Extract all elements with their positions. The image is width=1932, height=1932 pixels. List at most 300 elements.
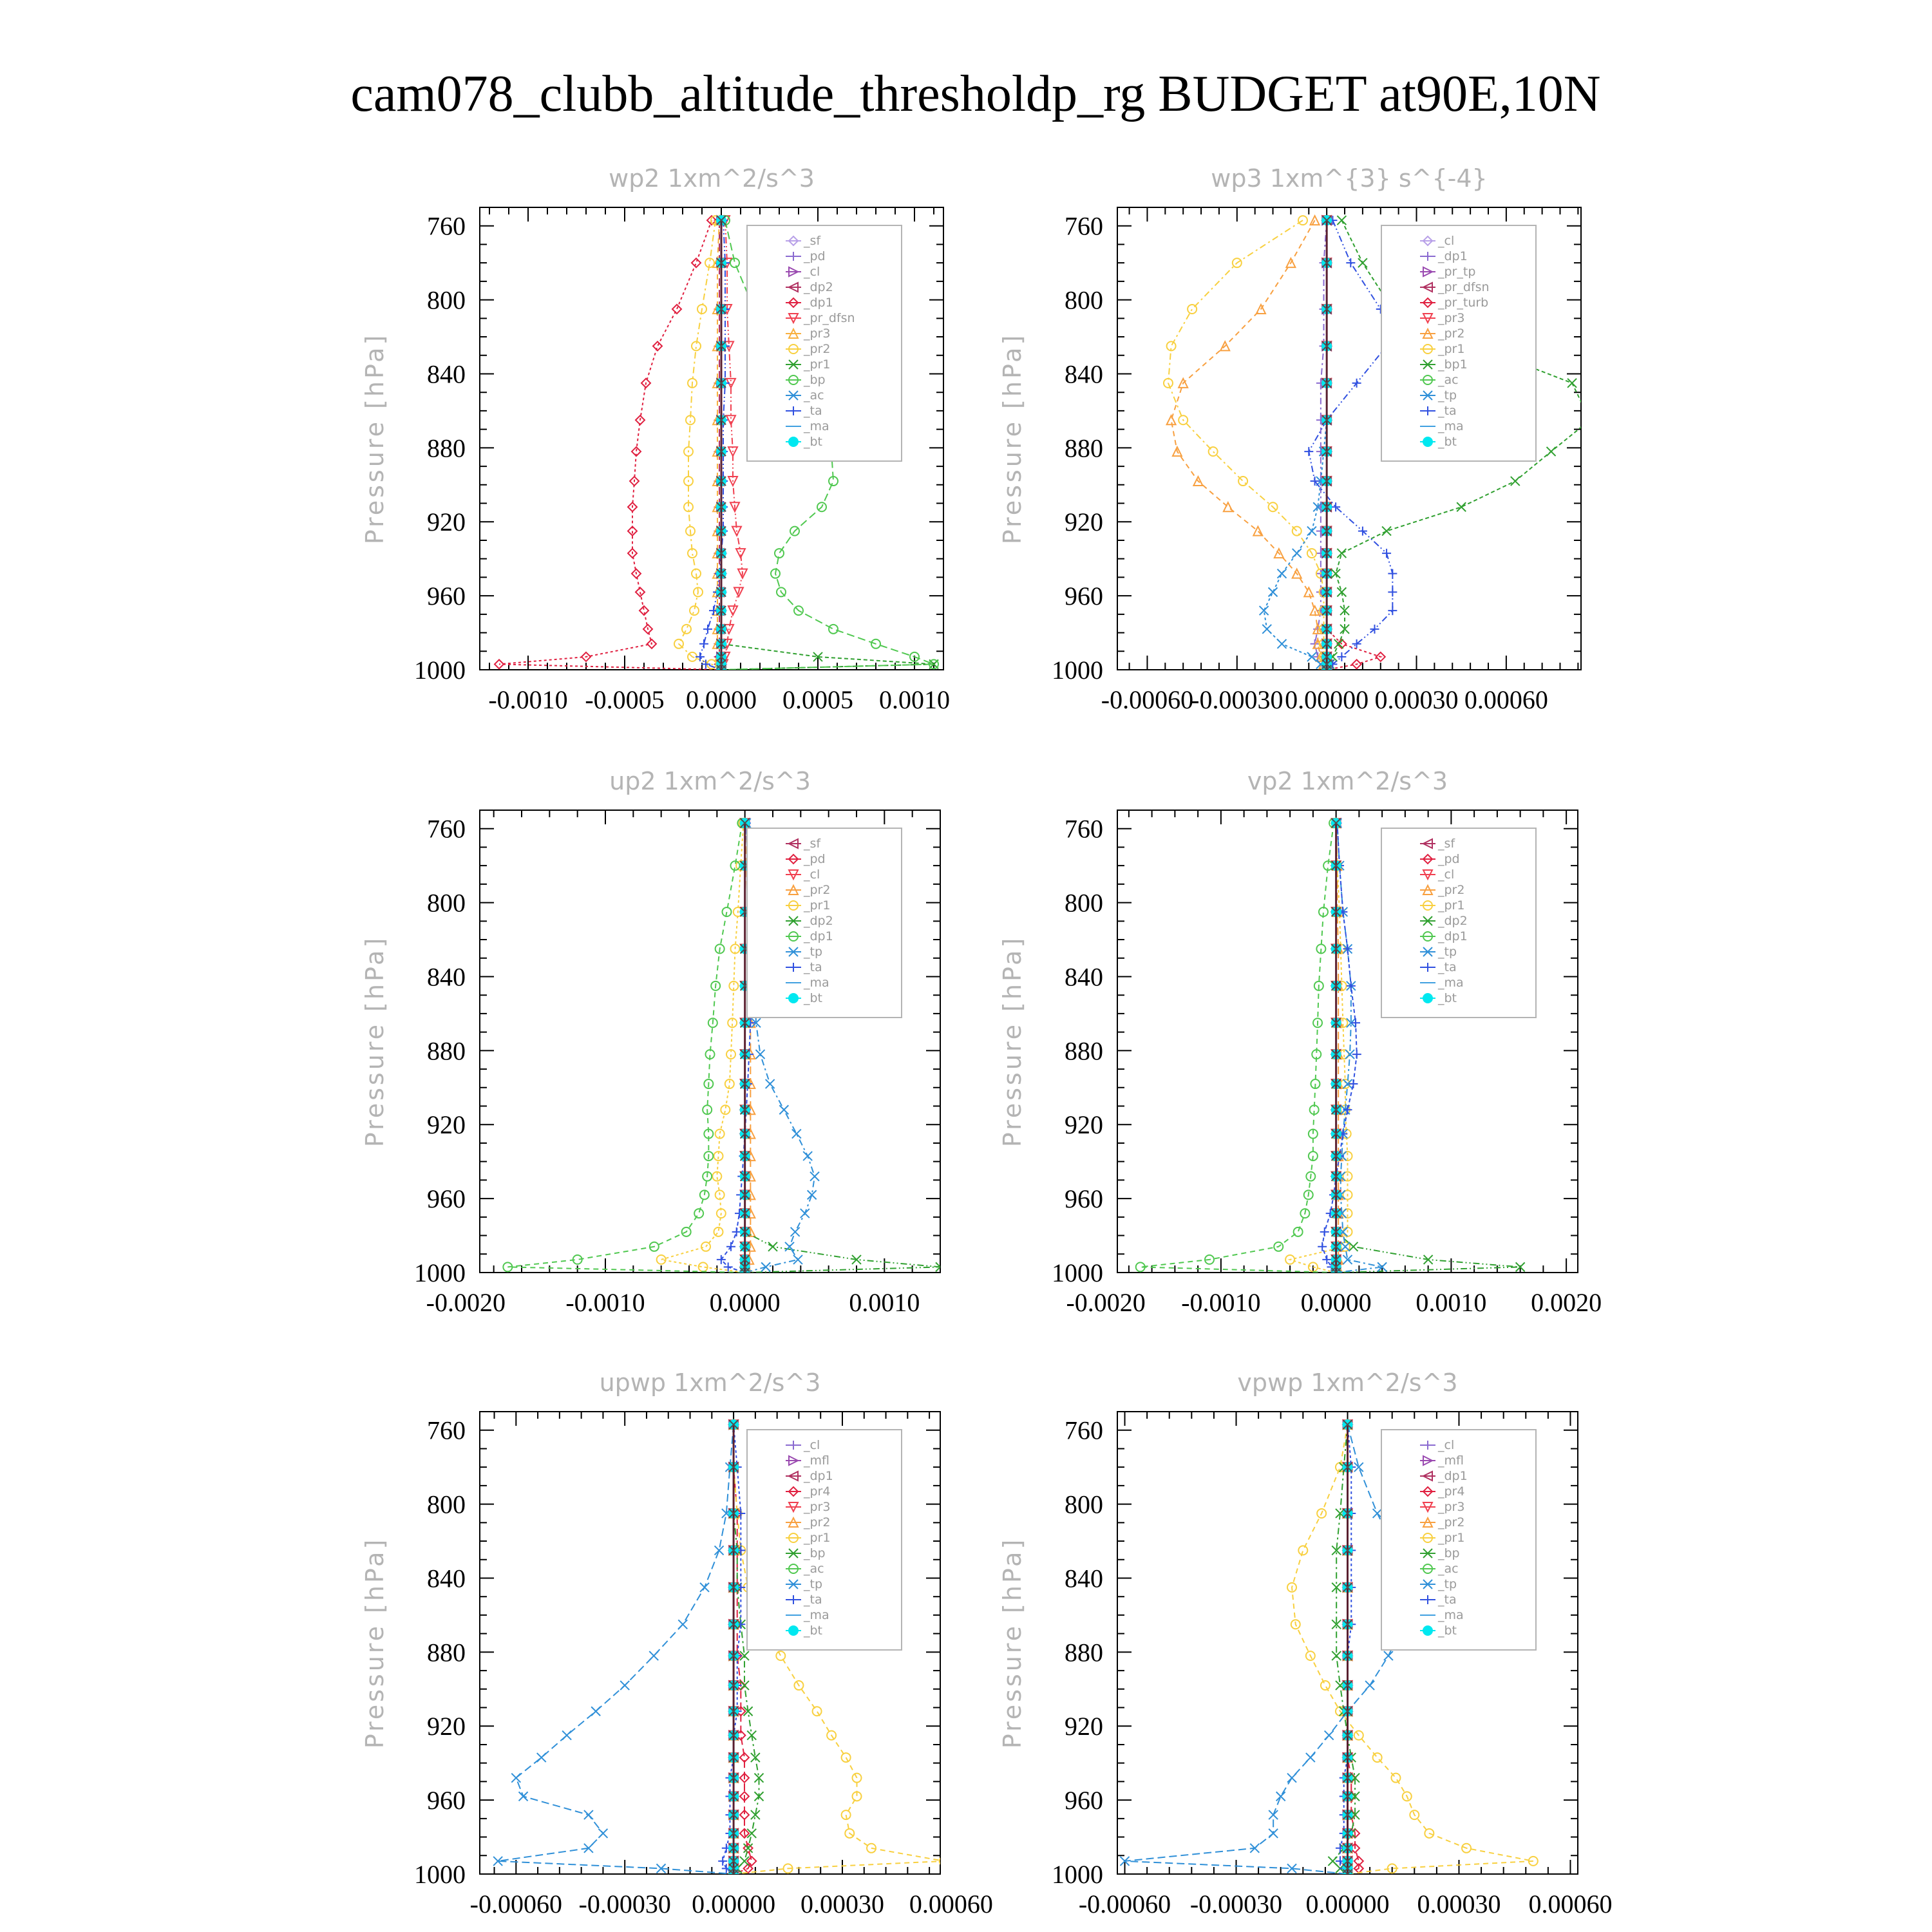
y-tick-label: 840 <box>1065 359 1103 389</box>
data-point <box>1318 1242 1327 1251</box>
legend-label: _ac <box>804 388 824 402</box>
panel-5 <box>361 1368 993 1918</box>
legend-label: _bp1 <box>1438 357 1468 372</box>
panel-4 <box>998 767 1602 1317</box>
data-point <box>726 1242 735 1251</box>
data-point <box>744 1844 753 1853</box>
legend-label: _pr_tp <box>1438 265 1476 279</box>
data-point <box>803 1151 812 1160</box>
legend-label: _dp2 <box>1438 914 1468 928</box>
x-tick-label: -0.00030 <box>1191 685 1283 714</box>
legend-label: _pr1 <box>804 357 831 372</box>
data-point <box>703 625 712 634</box>
data-point <box>1352 379 1361 388</box>
legend <box>747 225 902 461</box>
y-tick-label: 960 <box>427 1786 466 1815</box>
data-point <box>1388 606 1397 615</box>
seriesta <box>696 216 730 674</box>
legend-label: _pr2 <box>804 342 831 356</box>
seriespr1 <box>657 819 750 1277</box>
x-tick-label: -0.0020 <box>426 1288 506 1317</box>
legend-entry <box>1420 342 1464 356</box>
legend-label: _cl <box>804 265 820 279</box>
legend-label: _ma <box>1438 1608 1464 1622</box>
data-point <box>726 415 735 424</box>
y-tick-label: 800 <box>427 285 466 315</box>
y-tick-label: 760 <box>427 1416 466 1445</box>
y-tick-label: 840 <box>427 359 466 389</box>
legend-entry <box>786 929 833 943</box>
legend-label: _bt <box>804 991 823 1005</box>
data-point <box>732 1227 741 1236</box>
data-point <box>1365 1681 1374 1690</box>
x-tick-label: -0.0020 <box>1066 1288 1146 1317</box>
legend-label: _pr2 <box>804 1515 831 1530</box>
legend-label: _ma <box>1438 419 1464 433</box>
panel-3 <box>361 767 945 1317</box>
series-line <box>1141 823 1336 1273</box>
x-tick-label: 0.00060 <box>1528 1889 1613 1918</box>
x-tick-label: 0.00060 <box>1464 685 1548 714</box>
y-tick-label: 1000 <box>1052 656 1103 685</box>
legend-label: _pr1 <box>1438 1531 1465 1545</box>
legend-label: _sf <box>1438 837 1455 851</box>
legend-label: _tp <box>1438 1577 1457 1591</box>
legend-label: _ma <box>804 976 829 990</box>
legend-label: _dp1 <box>804 1469 833 1483</box>
figure-title: cam078_clubb_altitude_thresholdp_rg BUDGET at90E,10N <box>350 66 1601 122</box>
y-tick-label: 840 <box>1065 962 1103 992</box>
y-tick-label: 760 <box>427 211 466 241</box>
seriestp <box>493 1420 738 1879</box>
legend-label: _ta <box>1438 1593 1457 1607</box>
data-point <box>678 1620 687 1629</box>
legend-label: _cl <box>804 1438 820 1452</box>
legend-marker <box>1423 994 1432 1003</box>
panel-title: vp2 1xm^2/s^3 <box>1247 767 1448 795</box>
data-point <box>1262 625 1271 634</box>
legend-marker <box>789 1626 798 1635</box>
data-point <box>1306 1753 1315 1762</box>
data-point <box>682 625 691 634</box>
legend-label: _bt <box>1438 435 1457 449</box>
data-point <box>1304 447 1313 456</box>
series-line <box>721 220 743 670</box>
data-point <box>793 1255 802 1264</box>
legend-label: _pd <box>1438 852 1460 866</box>
x-tick-label: 0.0000 <box>1300 1288 1372 1317</box>
data-point <box>649 1651 658 1660</box>
series-line <box>1125 1425 1415 1874</box>
data-point <box>1358 258 1367 267</box>
panel-title: upwp 1xm^2/s^3 <box>599 1368 821 1397</box>
y-axis-label: Pressure [hPa] <box>998 332 1027 545</box>
legend <box>747 1430 902 1650</box>
legend-label: _ma <box>1438 976 1464 990</box>
series-line <box>498 1425 734 1874</box>
y-tick-label: 1000 <box>1052 1860 1103 1889</box>
legend-label: _pr3 <box>804 327 831 341</box>
legend <box>1381 225 1536 461</box>
y-tick-label: 760 <box>1065 1416 1103 1445</box>
series-line <box>507 823 744 1273</box>
seriespr1 <box>1164 216 1331 674</box>
data-point <box>1293 527 1302 536</box>
y-axis-label: Pressure [hPa] <box>998 935 1027 1148</box>
legend-label: _pr1 <box>1438 898 1465 913</box>
legend-label: _ta <box>804 960 822 974</box>
y-tick-label: 1000 <box>1052 1258 1103 1287</box>
y-tick-label: 880 <box>427 1638 466 1667</box>
y-tick-label: 880 <box>1065 1638 1103 1667</box>
legend-entry <box>1420 929 1468 943</box>
y-tick-label: 920 <box>427 507 466 537</box>
data-point <box>1346 258 1355 267</box>
data-point <box>1269 1810 1278 1819</box>
data-point <box>672 305 681 314</box>
data-point <box>1586 415 1595 424</box>
legend-label: _bp <box>804 1546 826 1560</box>
series-line <box>723 1425 741 1874</box>
legend-label: _bt <box>1438 991 1457 1005</box>
panel-2 <box>998 164 1595 714</box>
legend-label: _dp1 <box>1438 929 1468 943</box>
series-line <box>1340 1425 1351 1874</box>
legend-entry <box>1420 898 1464 913</box>
legend-label: _tp <box>1438 945 1457 959</box>
series-line <box>661 823 745 1273</box>
data-point <box>620 1681 629 1690</box>
legend-label: _pr2 <box>1438 1515 1465 1530</box>
data-point <box>1547 447 1556 456</box>
data-point <box>715 1546 724 1555</box>
panel-title: vpwp 1xm^2/s^3 <box>1237 1368 1458 1397</box>
series-line <box>499 220 721 670</box>
x-tick-label: -0.0010 <box>565 1288 645 1317</box>
panel-title: wp3 1xm^{3} s^{-4} <box>1211 164 1488 193</box>
data-point <box>1382 527 1391 536</box>
data-point <box>768 1242 777 1251</box>
data-point <box>692 258 701 267</box>
x-tick-label: 0.00000 <box>1305 1889 1390 1918</box>
legend-label: _cl <box>1438 867 1455 882</box>
x-tick-label: 0.00000 <box>1285 685 1369 714</box>
data-point <box>730 258 739 267</box>
legend-label: _ta <box>1438 404 1457 418</box>
legend-label: _dp1 <box>1438 249 1468 263</box>
series-line <box>1168 220 1327 670</box>
x-tick-label: 0.00030 <box>800 1889 884 1918</box>
legend-label: _cl <box>804 867 820 882</box>
legend-label: _pr4 <box>804 1484 831 1499</box>
legend-label: _ac <box>1438 1562 1459 1576</box>
data-point <box>653 341 662 350</box>
legend-marker <box>1423 1626 1432 1635</box>
data-point <box>1238 477 1247 486</box>
x-tick-label: -0.00030 <box>1189 1889 1283 1918</box>
data-point <box>1457 502 1466 511</box>
legend-label: _mfl <box>1438 1454 1464 1468</box>
data-point <box>1388 587 1397 596</box>
data-point <box>1269 587 1278 596</box>
y-tick-label: 1000 <box>414 1860 466 1889</box>
data-point <box>598 1829 607 1838</box>
data-point <box>1293 549 1302 558</box>
y-axis-label: Pressure [hPa] <box>361 332 389 545</box>
legend-label: _dp1 <box>804 929 833 943</box>
x-tick-label: 0.0010 <box>879 685 950 714</box>
legend-label: _pr1 <box>804 1531 831 1545</box>
panel-6 <box>998 1368 1612 1918</box>
legend-label: _bt <box>804 1624 823 1638</box>
legend-label: _pr2 <box>1438 327 1465 341</box>
data-point <box>1391 1774 1400 1783</box>
y-tick-label: 880 <box>427 1036 466 1066</box>
data-point <box>756 1050 765 1059</box>
data-point <box>791 1227 800 1236</box>
data-point <box>1337 549 1346 558</box>
data-point <box>776 1651 785 1660</box>
y-tick-label: 800 <box>1065 1490 1103 1519</box>
legend-label: _sf <box>804 837 821 851</box>
data-point <box>1351 1018 1360 1027</box>
series-line <box>1315 220 1327 670</box>
data-point <box>1388 569 1397 578</box>
y-axis-label: Pressure [hPa] <box>361 1537 389 1749</box>
seriespr2 <box>1167 216 1332 674</box>
x-tick-label: -0.00060 <box>1101 685 1194 714</box>
legend-entry <box>786 342 830 356</box>
legend-label: _pr_turb <box>1438 296 1489 310</box>
data-point <box>537 1753 546 1762</box>
data-point <box>1298 1546 1307 1555</box>
legend-label: _pd <box>804 249 826 263</box>
legend-label: _pr_dfsn <box>1438 280 1490 294</box>
legend-label: _pr3 <box>1438 1500 1465 1514</box>
x-tick-label: -0.0010 <box>1181 1288 1261 1317</box>
legend-label: _bt <box>1438 1624 1457 1638</box>
y-tick-label: 800 <box>427 1490 466 1519</box>
data-point <box>810 1172 819 1181</box>
series-line <box>1336 823 1383 1273</box>
x-tick-label: 0.0005 <box>782 685 853 714</box>
legend-label: _pd <box>804 852 826 866</box>
data-point <box>700 1583 709 1592</box>
legend-label: _pr1 <box>1438 342 1465 356</box>
data-point <box>699 639 708 649</box>
legend-label: _bp <box>1438 1546 1460 1560</box>
data-point <box>690 606 699 615</box>
x-tick-label: 0.00030 <box>1374 685 1459 714</box>
legend-marker <box>1423 437 1432 446</box>
x-tick-label: 0.0000 <box>686 685 757 714</box>
data-point <box>829 625 838 634</box>
data-point <box>1321 1681 1330 1690</box>
data-point <box>511 1774 520 1783</box>
legend-label: _ta <box>804 1593 822 1607</box>
data-point <box>800 1209 810 1218</box>
data-point <box>1188 305 1197 314</box>
legend-label: _dp1 <box>1438 1469 1468 1483</box>
x-tick-label: -0.00030 <box>578 1889 671 1918</box>
seriesdp1 <box>503 819 749 1277</box>
x-tick-label: -0.00060 <box>469 1889 562 1918</box>
data-point <box>1209 447 1218 456</box>
legend-label: _pr3 <box>804 1500 831 1514</box>
x-tick-label: 0.0010 <box>1416 1288 1487 1317</box>
legend-entry <box>786 898 830 913</box>
y-tick-label: 760 <box>427 814 466 844</box>
data-point <box>1373 1753 1382 1762</box>
legend-label: _pr2 <box>804 883 831 897</box>
series-line <box>1327 220 1381 670</box>
panels <box>361 164 1612 1918</box>
data-point <box>639 606 649 615</box>
data-point <box>1277 639 1286 649</box>
legend-label: _cl <box>1438 234 1455 248</box>
data-point <box>696 652 705 661</box>
x-tick-label: -0.0005 <box>585 685 665 714</box>
data-point <box>1322 1255 1331 1264</box>
data-point <box>766 1079 775 1088</box>
seriesdp1 <box>495 216 726 674</box>
x-tick-label: 0.00000 <box>692 1889 776 1918</box>
data-point <box>1567 379 1577 388</box>
legend-label: _ac <box>804 1562 824 1576</box>
panel-title: up2 1xm^2/s^3 <box>609 767 811 795</box>
legend-label: _dp2 <box>804 280 833 294</box>
series-line <box>1348 1425 1359 1874</box>
legend-marker <box>789 437 798 446</box>
legend-label: _tp <box>804 1577 823 1591</box>
legend-label: _dp2 <box>804 914 833 928</box>
x-tick-label: 0.0010 <box>849 1288 920 1317</box>
x-tick-label: -0.0010 <box>488 685 568 714</box>
y-tick-label: 840 <box>427 962 466 992</box>
data-point <box>694 1209 703 1218</box>
legend-marker <box>789 994 798 1003</box>
x-tick-label: 0.0000 <box>709 1288 781 1317</box>
y-tick-label: 800 <box>1065 285 1103 315</box>
data-point <box>1343 1105 1352 1114</box>
legend-label: _ta <box>804 404 822 418</box>
y-tick-label: 960 <box>427 1184 466 1214</box>
series-line <box>1171 220 1327 670</box>
data-point <box>519 1792 528 1801</box>
seriestp <box>1121 1420 1419 1879</box>
data-point <box>792 1130 801 1139</box>
y-tick-label: 960 <box>1065 1184 1103 1214</box>
data-point <box>1287 1774 1296 1783</box>
data-point <box>813 1707 822 1716</box>
y-tick-label: 760 <box>1065 814 1103 844</box>
legend <box>747 828 902 1018</box>
legend-label: _bp <box>804 373 826 387</box>
data-point <box>761 1262 770 1271</box>
y-axis-label: Pressure [hPa] <box>998 1537 1027 1749</box>
legend-label: _tp <box>1438 388 1457 402</box>
legend-label: _ac <box>1438 373 1459 387</box>
panel-title: wp2 1xm^2/s^3 <box>609 164 815 193</box>
data-point <box>779 1105 788 1114</box>
legend-label: _bt <box>804 435 823 449</box>
data-point <box>1382 549 1391 558</box>
y-tick-label: 840 <box>1065 1564 1103 1593</box>
data-point <box>1384 1651 1393 1660</box>
legend-label: _pr1 <box>804 898 831 913</box>
data-point <box>1337 216 1346 225</box>
data-point <box>1276 1792 1285 1801</box>
data-point <box>736 549 745 558</box>
legend-label: _sf <box>804 234 821 248</box>
legend-label: _mfl <box>804 1454 829 1468</box>
legend-entry <box>786 1531 830 1545</box>
data-point <box>1269 1829 1278 1838</box>
data-point <box>584 1810 593 1819</box>
y-tick-label: 920 <box>427 1110 466 1140</box>
x-tick-label: 0.00060 <box>909 1889 993 1918</box>
data-point <box>1277 569 1286 578</box>
data-point <box>728 606 737 615</box>
y-tick-label: 800 <box>427 888 466 918</box>
y-tick-label: 760 <box>1065 211 1103 241</box>
legend-label: _tp <box>804 945 823 959</box>
y-axis-label: Pressure [hPa] <box>361 935 389 1148</box>
x-tick-label: 0.00030 <box>1417 1889 1501 1918</box>
y-tick-label: 1000 <box>414 1258 466 1287</box>
data-point <box>1511 477 1520 486</box>
legend-label: _pr3 <box>1438 311 1465 325</box>
data-point <box>1373 1509 1382 1518</box>
legend-label: _cl <box>1438 1438 1455 1452</box>
y-tick-label: 880 <box>1065 1036 1103 1066</box>
y-tick-label: 920 <box>1065 1110 1103 1140</box>
y-tick-label: 880 <box>1065 433 1103 463</box>
y-tick-label: 800 <box>1065 888 1103 918</box>
y-tick-label: 1000 <box>414 656 466 685</box>
y-tick-label: 960 <box>1065 582 1103 611</box>
seriesdp1 <box>1136 819 1341 1277</box>
data-point <box>775 549 784 558</box>
data-point <box>1307 527 1316 536</box>
legend-entry <box>1420 1531 1464 1545</box>
x-tick-label: -0.00060 <box>1078 1889 1171 1918</box>
panel-1 <box>361 164 950 714</box>
data-point <box>1294 1227 1303 1236</box>
series-line <box>1264 220 1327 670</box>
data-point <box>1325 1731 1334 1740</box>
legend-label: _ma <box>804 1608 829 1622</box>
y-tick-label: 960 <box>1065 1786 1103 1815</box>
data-point <box>1341 1242 1350 1251</box>
legend <box>1381 1430 1536 1650</box>
legend-label: _dp1 <box>804 296 833 310</box>
series-line <box>1322 823 1357 1273</box>
legend <box>1381 828 1536 1018</box>
data-point <box>562 1731 571 1740</box>
y-tick-label: 880 <box>427 433 466 463</box>
x-tick-label: 0.0020 <box>1531 1288 1602 1317</box>
legend-label: _ma <box>804 419 829 433</box>
y-tick-label: 920 <box>1065 1712 1103 1741</box>
legend-label: _pr_dfsn <box>804 311 855 325</box>
y-tick-label: 840 <box>427 1564 466 1593</box>
y-tick-label: 920 <box>427 1712 466 1741</box>
data-point <box>1304 587 1313 596</box>
legend-label: _ta <box>1438 960 1457 974</box>
data-point <box>1320 1227 1329 1236</box>
legend-label: _pr2 <box>1438 883 1465 897</box>
